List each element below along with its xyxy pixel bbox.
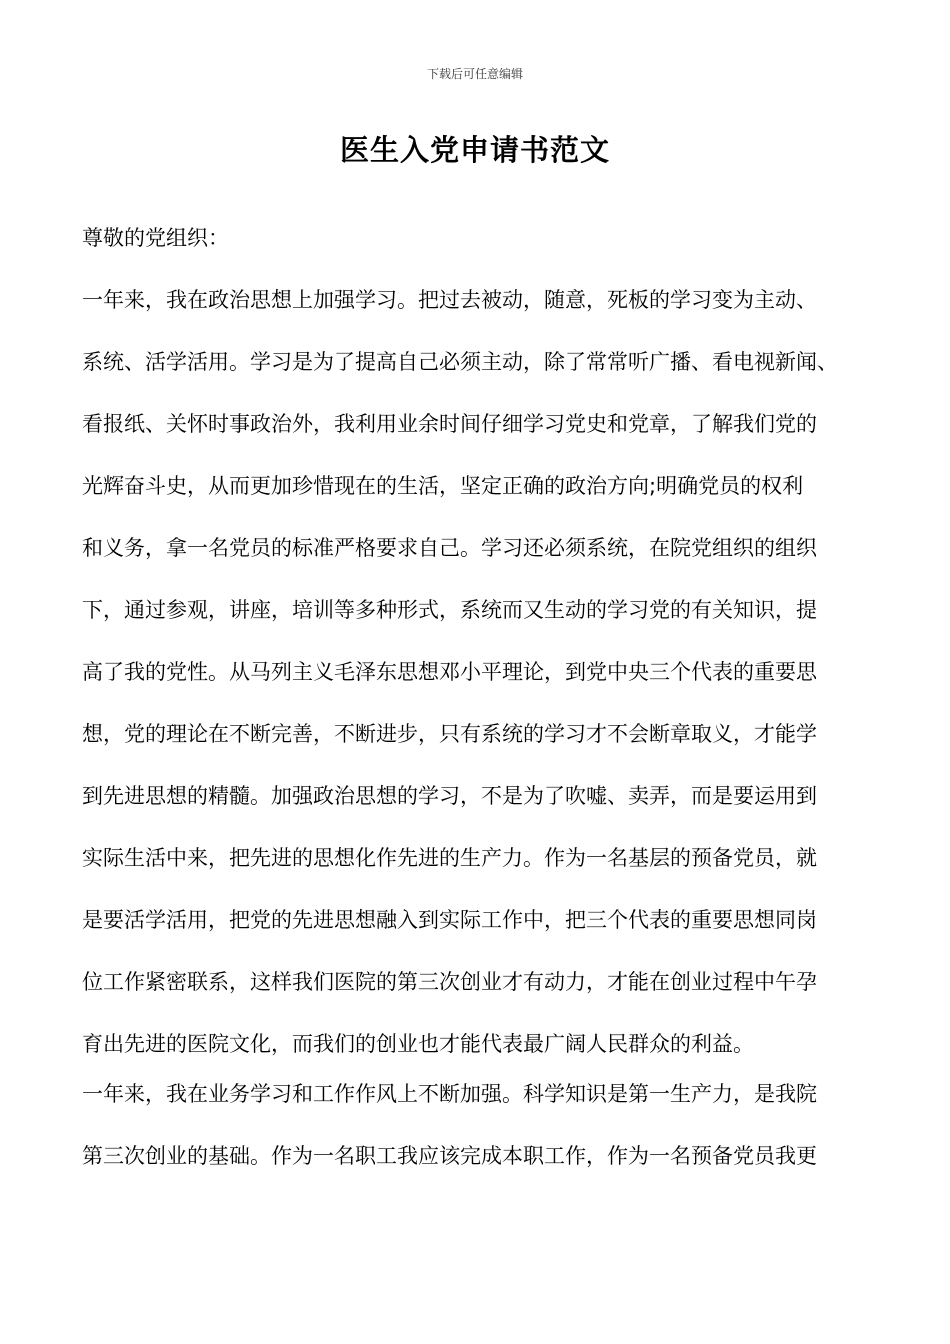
paragraph-1-line: 实际生活中来，把先进的思想化作先进的生产力。作为一名基层的预备党员，就 bbox=[82, 846, 817, 870]
paragraph-1-line: 位工作紧密联系，这样我们医院的第三次创业才有动力，才能在创业过程中午孕 bbox=[82, 970, 817, 994]
paragraph-1-line: 到先进思想的精髓。加强政治思想的学习，不是为了吹嘘、卖弄，而是要运用到 bbox=[82, 784, 817, 808]
document-body bbox=[82, 220, 882, 1200]
salutation: 尊敬的党组织： bbox=[82, 226, 229, 250]
paragraph-1-line: 系统、活学活用。学习是为了提高自己必须主动，除了常常听广播、看电视新闻、 bbox=[82, 350, 838, 374]
paragraph-1-line: 育出先进的医院文化，而我们的创业也才能代表最广阔人民群众的利益。 bbox=[82, 1032, 754, 1056]
paragraph-2-line: 一年来，我在业务学习和工作作风上不断加强。科学知识是第一生产力，是我院 bbox=[82, 1082, 817, 1106]
paragraph-1-line: 看报纸、关怀时事政治外，我利用业余时间仔细学习党史和党章，了解我们党的 bbox=[82, 412, 817, 436]
paragraph-1-line: 下，通过参观，讲座，培训等多种形式，系统而又生动的学习党的有关知识，提 bbox=[82, 598, 817, 622]
header-note: 下载后可任意编辑 bbox=[426, 67, 523, 81]
paragraph-1-line: 想，党的理论在不断完善，不断进步，只有系统的学习才不会断章取义，才能学 bbox=[82, 722, 817, 746]
paragraph-1-line: 是要活学活用，把党的先进思想融入到实际工作中，把三个代表的重要思想同岗 bbox=[82, 908, 817, 932]
document-title: 医生入党申请书范文 bbox=[339, 133, 610, 167]
paragraph-1-line: 一年来，我在政治思想上加强学习。把过去被动，随意，死板的学习变为主动、 bbox=[82, 288, 817, 312]
paragraph-2-line: 第三次创业的基础。作为一名职工我应该完成本职工作，作为一名预备党员我更 bbox=[82, 1144, 817, 1168]
paragraph-1-line: 和义务，拿一名党员的标准严格要求自己。学习还必须系统，在院党组织的组织 bbox=[82, 536, 817, 560]
paragraph-1-line: 高了我的党性。从马列主义毛泽东思想邓小平理论，到党中央三个代表的重要思 bbox=[82, 660, 817, 684]
paragraph-1-line: 光辉奋斗史，从而更加珍惜现在的生活，坚定正确的政治方向;明确党员的权利 bbox=[82, 474, 804, 498]
